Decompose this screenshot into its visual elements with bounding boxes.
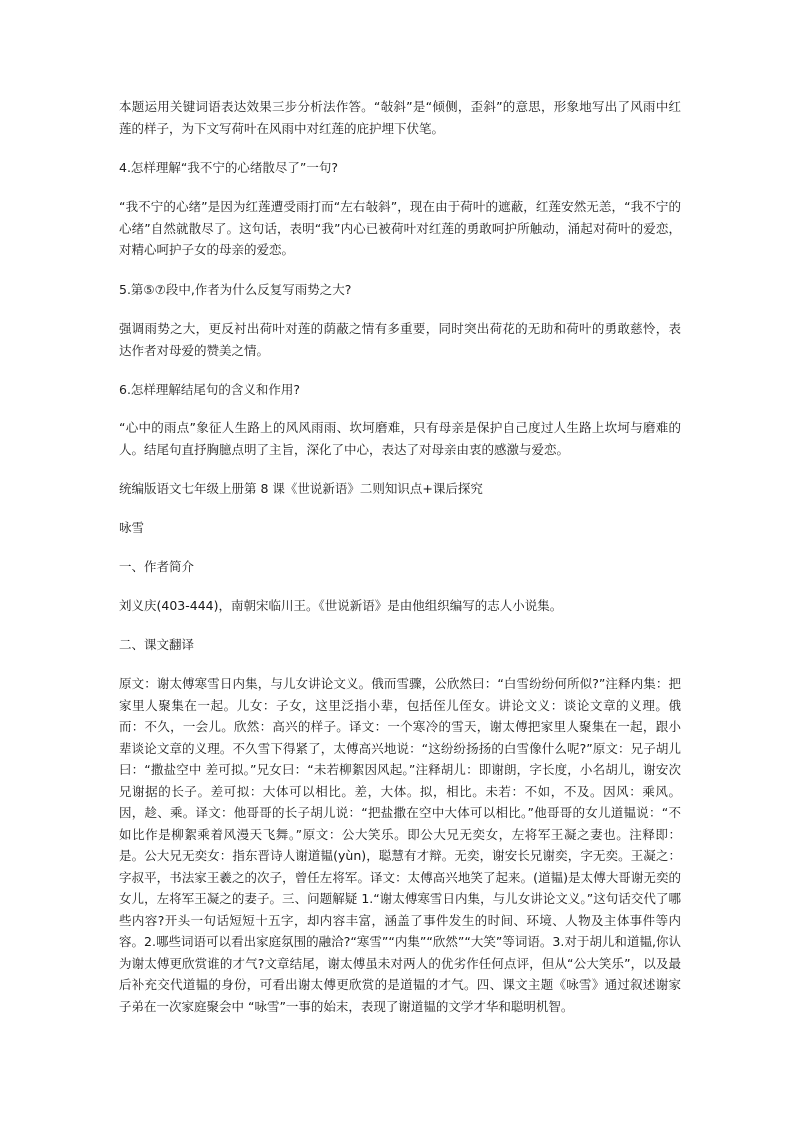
author-intro: 刘义庆(403-444)，南朝宋临川王。《世说新语》是由他组织编写的志人小说集。: [119, 598, 563, 613]
answer-paragraph-5: 强调雨势之大，更反衬出荷叶对莲的荫蔽之情有多重要，同时突出荷花的无助和荷叶的勇敢慈怜，表达作者对母爱的赞美之情。: [119, 321, 681, 358]
lesson-heading: 统编版语文七年级上册第 8 课《世说新语》二则知识点+课后探究: [119, 481, 483, 496]
answer-paragraph-4: “我不宁的心绪”是因为红莲遭受雨打而“左右敧斜”，现在由于荷叶的遮蔽，红莲安然无恙，“我不宁的心绪”自然就散尽了。这句话，表明“我”内心已被荷叶对红莲的勇敢呵护所触动，涌起对荷叶的爱恋，对精心呵护子女的母亲的爱恋。: [119, 199, 681, 257]
question-5: 5.第⑤⑦段中,作者为什么反复写雨势之大?: [119, 282, 352, 297]
section-translation-heading: 二、课文翻译: [119, 637, 195, 652]
question-4: 4.怎样理解“我不宁的心绪散尽了”一句?: [119, 160, 339, 175]
answer-paragraph-6: “心中的雨点”象征人生路上的风风雨雨、坎坷磨难，只有母亲是保护自己度过人生路上坎坷与磨难的人。结尾句直抒胸臆点明了主旨，深化了中心，表达了对母亲由衷的感激与爱恋。: [119, 420, 681, 457]
text-title: 咏雪: [119, 520, 145, 535]
question-6: 6.怎样理解结尾句的含义和作用?: [119, 382, 301, 397]
translation-body: 原文：谢太傅寒雪日内集，与儿女讲论文义。俄而雪骤，公欣然曰：“白雪纷纷何所似?”注释内集：把家里人聚集在一起。儿女：子女，这里泛指小辈，包括侄儿侄女。讲论文义：谈论文章的义理。俄而：不久，一会儿。欣然：高兴的样子。译文：一个寒冷的雪天，谢太傅把家里人聚集在一起，跟小辈谈论文章的义理。不久雪下得紧了，太傅高兴地说：“这纷纷扬扬的白雪像什么呢?”原文：兄子胡儿曰：“撒盐空中 差可拟。”兄女曰：“未若柳絮因风起。”注释胡儿：即谢朗，字长度，小名胡儿，谢安次兄谢据的长子。差可拟：大体可以相比。差，大体。拟，相比。未若：不如，不及。因风：乘风。因，趁、乘。译文：他哥哥的长子胡儿说：“把盐撒在空中大体可以相比。”他哥哥的女儿道韫说：“不如比作是柳絮乘着风漫天飞舞。”原文：公大笑乐。即公大兄无奕女，左将军王凝之妻也。注释即：是。公大兄无奕女：指东晋诗人谢道韫(yùn)，聪慧有才辩。无奕，谢安长兄谢奕，字无奕。王凝之：字叔平，书法家王羲之的次子，曾任左将军。译文：太傅高兴地笑了起来。(道韫)是太傅大哥谢无奕的女儿，左将军王凝之的妻子。三、问题解疑 1.“谢太傅寒雪日内集，与儿女讲论文义。”这句话交代了哪些内容?开头一句话短短十五字，却内容丰富，涵盖了事件发生的时间、环境、人物及主体事件等内容。2.哪些词语可以看出家庭氛围的融洽?“寒雪”“内集”“欣然”“大笑”等词语。3.对于胡儿和道韫,你认为谢太傅更欣赏谁的才气?文章结尾，谢太傅虽未对两人的优劣作任何点评，但从“公大笑乐”，以及最后补充交代道韫的身份，可看出谢太傅更欣赏的是道韫的才气。四、课文主题《咏雪》通过叙述谢家子弟在一次家庭聚会中 “咏雪”一事的始末，表现了谢道韫的文学才华和聪明机智。: [119, 676, 681, 1014]
section-author-heading: 一、作者简介: [119, 559, 195, 574]
answer-paragraph-3: 本题运用关键词语表达效果三步分析法作答。“敧斜”是“倾侧，歪斜”的意思，形象地写出了风雨中红莲的样子，为下文写荷叶在风雨中对红莲的庇护埋下伏笔。: [119, 99, 681, 136]
